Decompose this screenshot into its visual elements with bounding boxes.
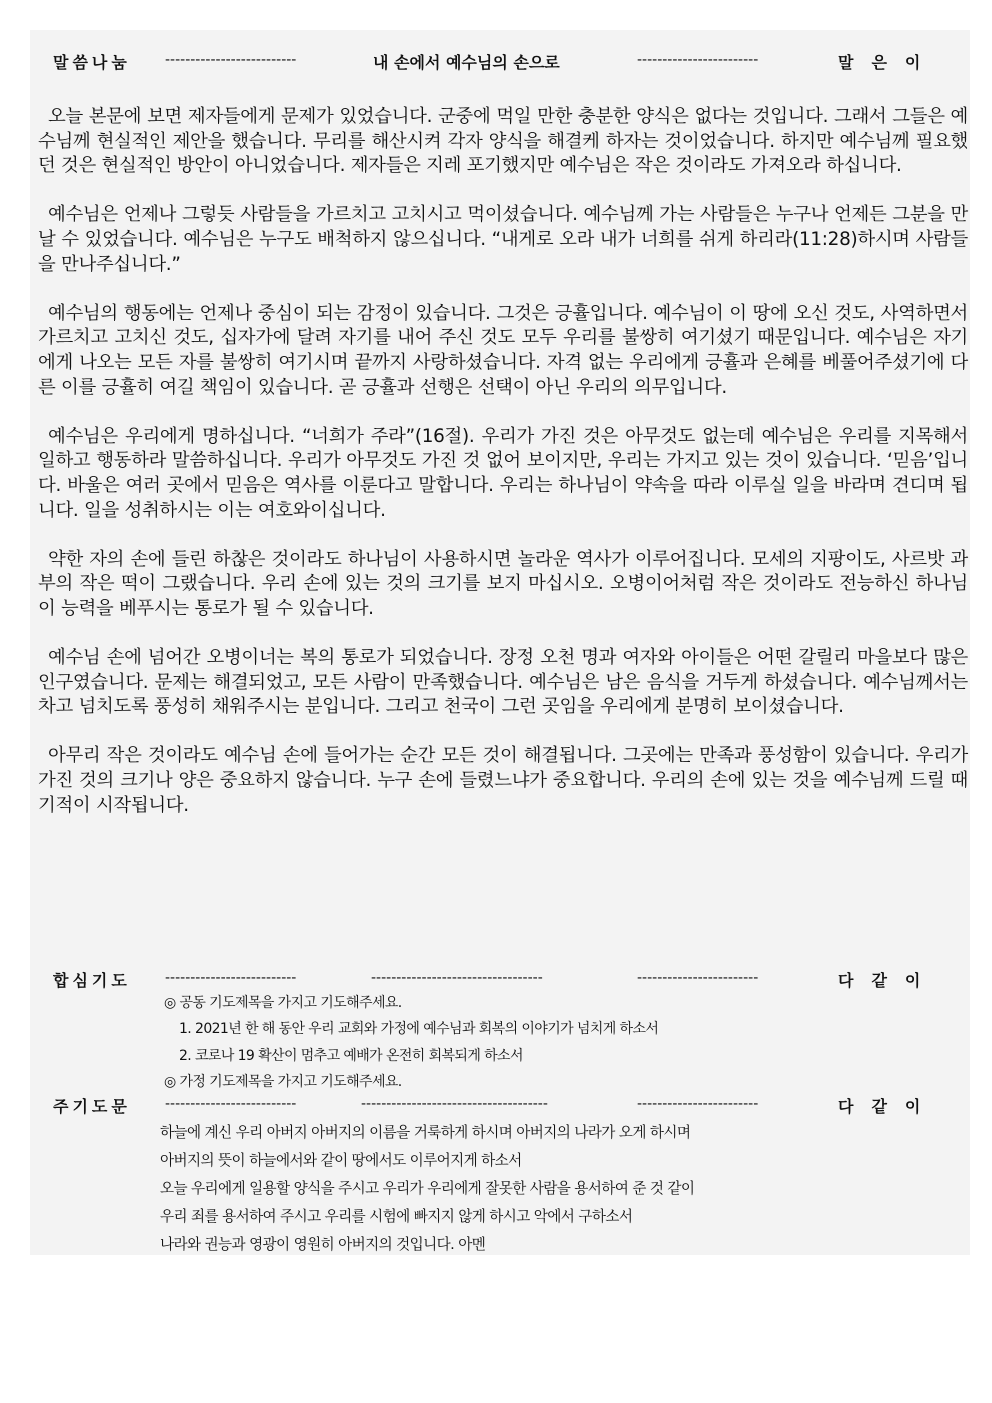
sermon-header [30,50,970,74]
participant-label: 다같이 [838,1097,939,1116]
section-label: 말씀나눔 [53,53,131,72]
divider: ------------------------ [637,1096,759,1112]
prayer-line: ◎ 가정 기도제목을 가지고 기도해주세요. [164,1074,402,1090]
prayer-line: 2. 코로나 19 확산이 멈추고 예배가 온전히 회복되게 하소서 [179,1048,523,1064]
preacher-label: 말은이 [838,53,939,72]
lords-prayer-line: 아버지의 뜻이 하늘에서와 같이 땅에서도 이루어지게 하소서 [160,1152,522,1169]
lords-prayer-line: 우리 죄를 용서하여 주시고 우리를 시험에 빠지지 않게 하시고 악에서 구하소서 [160,1208,633,1225]
paragraph: 예수님 손에 넘어간 오병이너는 복의 통로가 되었습니다. 장정 오천 명과 여자와 아이들은 어떤 갈릴리 마을보다 많은 인구였습니다. 문제는 해결되었고, 모든 사람이 만족했습니다. 예수님은 남은 음식을 거두게 하셨습니다. 예수님께서는 차고 넘치도록 풍성히 채워주시는 분입니다. 그리고 천국이 그런 곳임을 우리에게 분명히 보이셨습니다. [38,647,968,718]
section-label: 합심기도 [53,971,131,990]
prayer-header [30,968,970,992]
bulletin-panel [30,30,970,1255]
paragraph: 아무리 작은 것이라도 예수님 손에 들어가는 순간 모든 것이 해결됩니다. 그곳에는 만족과 풍성함이 있습니다. 우리가 가진 것의 크기나 양은 중요하지 않습니다. 누구 손에 들렸느냐가 중요합니다. 우리의 손에 있는 것을 예수님께 드릴 때 기적이 시작됩니다. [38,745,968,816]
lords-prayer-line: 하늘에 계신 우리 아버지 아버지의 이름을 거룩하게 하시며 아버지의 나라가 오게 하시며 [160,1124,691,1141]
lords-prayer-line: 오늘 우리에게 일용할 양식을 주시고 우리가 우리에게 잘못한 사람을 용서하여 준 것 같이 [160,1180,695,1197]
paragraph: 오늘 본문에 보면 제자들에게 문제가 있었습니다. 군중에 먹일 만한 충분한 양식은 없다는 것입니다. 그래서 그들은 예수님께 현실적인 제안을 했습니다. 무리를 해산시켜 각자 양식을 해결케 하자는 것이었습니다. 하지만 예수님께 필요했던 것은 현실적인 방안이 아니었습니다. 제자들은 지레 포기했지만 예수님은 작은 것이라도 가져오라 하십니다. [38,106,968,177]
divider: -------------------------- [165,1096,297,1112]
divider: -------------------------- [165,970,297,986]
divider: ------------------------------------- [361,1096,548,1112]
lords-prayer-header [30,1094,970,1118]
divider: ---------------------------------- [371,970,543,986]
participant-label: 다같이 [838,971,939,990]
sermon-body [38,105,968,843]
divider: -------------------------- [165,52,297,68]
paragraph: 예수님은 우리에게 명하십니다. “너희가 주라”(16절). 우리가 가진 것은 아무것도 없는데 예수님은 우리를 지목해서 일하고 행동하라 말씀하십니다. 우리가 아무것도 가진 것 없어 보이지만, 우리는 가지고 있는 것이 있습니다. ‘믿음’입니다. 바울은 여러 곳에서 믿음은 역사를 이룬다고 말합니다. 우리는 하나님이 약속을 따라 이루실 일을 바라며 견디며 됩니다. 일을 성취하시는 이는 여호와이십니다. [38,425,968,521]
prayer-line: 1. 2021년 한 해 동안 우리 교회와 가정에 예수님과 회복의 이야기가 넘치게 하소서 [179,1021,659,1037]
section-label: 주기도문 [53,1097,131,1116]
prayer-line: ◎ 공동 기도제목을 가지고 기도해주세요. [164,995,402,1011]
paragraph: 예수님의 행동에는 언제나 중심이 되는 감정이 있습니다. 그것은 긍휼입니다. 예수님이 이 땅에 오신 것도, 사역하면서 가르치고 고치신 것도, 십자가에 달려 자기를 내어 주신 것도 모두 우리를 불쌍히 여기셨기 때문입니다. 예수님은 자기에게 나오는 모든 자를 불쌍히 여기시며 끝까지 사랑하셨습니다. 자격 없는 우리에게 긍휼과 은혜를 베풀어주셨기에 다른 이를 긍휼히 여길 책임이 있습니다. 곧 긍휼과 선행은 선택이 아닌 우리의 의무입니다. [38,302,968,398]
divider: ------------------------ [637,970,759,986]
divider: ------------------------ [637,52,759,68]
paragraph: 예수님은 언제나 그렇듯 사람들을 가르치고 고치시고 먹이셨습니다. 예수님께 가는 사람들은 누구나 언제든 그분을 만날 수 있었습니다. 예수님은 누구도 배척하지 않으십니다. “내게로 오라 내가 너희를 쉬게 하리라(11:28)하시며 사람들을 만나주십니다.” [38,204,968,275]
lords-prayer-line: 나라와 권능과 영광이 영원히 아버지의 것입니다. 아멘 [160,1236,486,1253]
paragraph: 약한 자의 손에 들린 하찮은 것이라도 하나님이 사용하시면 놀라운 역사가 이루어집니다. 모세의 지팡이도, 사르밧 과부의 작은 떡이 그랬습니다. 우리 손에 있는 것의 크기를 보지 마십시오. 오병이어처럼 작은 것이라도 전능하신 하나님이 능력을 베푸시는 통로가 될 수 있습니다. [38,548,968,619]
sermon-title: 내 손에서 예수님의 손으로 [373,53,560,72]
